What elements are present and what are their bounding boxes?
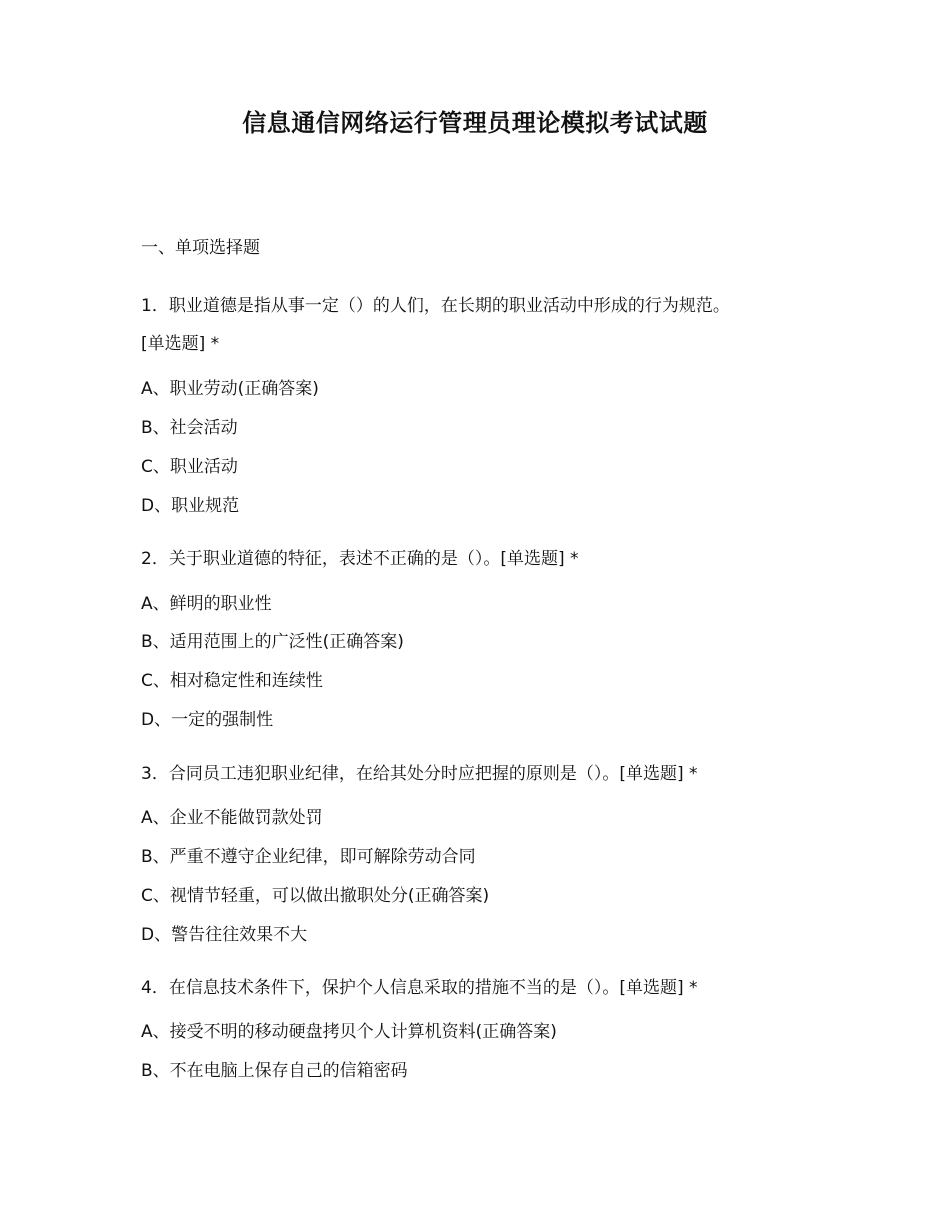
question-1-option-a: A、职业劳动(正确答案) [141, 379, 319, 399]
question-2-option-c: C、相对稳定性和连续性 [141, 671, 323, 691]
question-4-option-b: B、不在电脑上保存自己的信箱密码 [141, 1061, 408, 1081]
question-4-stem: 4．在信息技术条件下，保护个人信息采取的措施不当的是（）。[单选题] * [141, 978, 698, 998]
question-2-option-b: B、适用范围上的广泛性(正确答案) [141, 632, 404, 652]
document-title: 信息通信网络运行管理员理论模拟考试试题 [242, 109, 708, 137]
section-heading: 一、单项选择题 [141, 238, 260, 258]
question-3-option-d: D、警告往往效果不大 [141, 925, 308, 945]
question-3-option-a: A、企业不能做罚款处罚 [141, 808, 323, 828]
question-1-option-c: C、职业活动 [141, 457, 238, 477]
question-3-option-b: B、严重不遵守企业纪律，即可解除劳动合同 [141, 847, 476, 867]
question-1-option-d: D、职业规范 [141, 496, 240, 516]
question-2-stem: 2．关于职业道德的特征，表述不正确的是（）。[单选题] * [141, 549, 579, 569]
question-2-option-d: D、一定的强制性 [141, 710, 274, 730]
question-3-stem: 3．合同员工违犯职业纪律，在给其处分时应把握的原则是（）。[单选题] * [141, 764, 698, 784]
question-2-option-a: A、鲜明的职业性 [141, 594, 272, 614]
question-1-option-b: B、社会活动 [141, 418, 238, 438]
question-1-stem: 1．职业道德是指从事一定（）的人们，在长期的职业活动中形成的行为规范。 [141, 296, 730, 316]
question-4-option-a: A、接受不明的移动硬盘拷贝个人计算机资料(正确答案) [141, 1022, 557, 1042]
question-1-type: [单选题] * [141, 334, 220, 354]
question-3-option-c: C、视情节轻重，可以做出撤职处分(正确答案) [141, 886, 490, 906]
